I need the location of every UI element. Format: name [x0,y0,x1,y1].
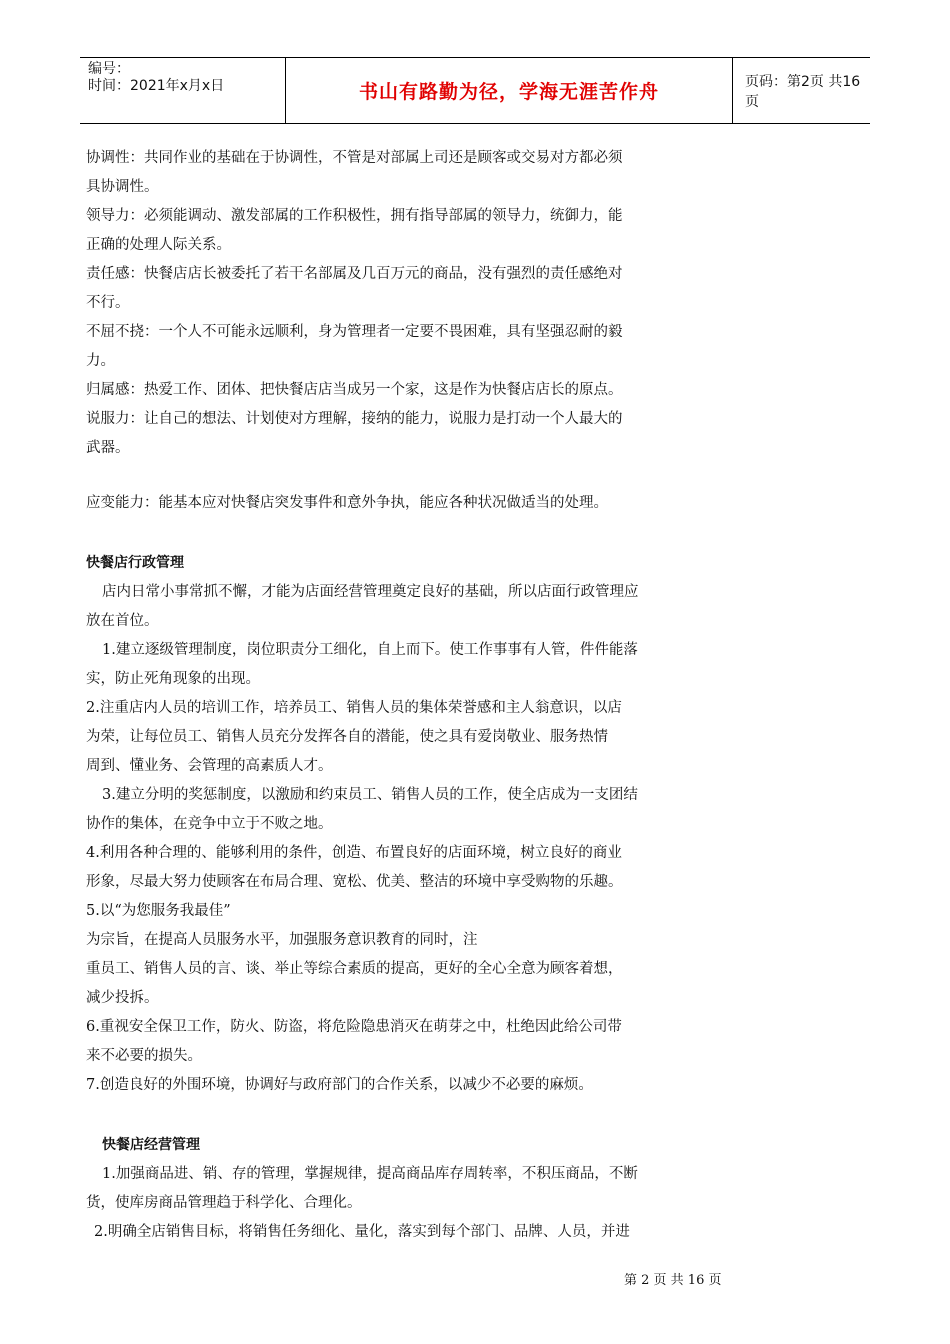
body-line: 6.重视安全保卫工作，防火、防盗，将危险隐患消灭在萌芽之中，杜绝因此给公司带 [86,1019,622,1035]
body-line: 店内日常小事常抓不懈，才能为店面经营管理奠定良好的基础，所以店面行政管理应 [102,584,639,600]
body-line: 具协调性。 [86,179,159,195]
admin-section-title: 快餐店行政管理 [86,555,184,571]
body-line: 协调性：共同作业的基础在于协调性，不管是对部属上司还是顾客或交易对方都必须 [86,150,623,166]
operations-section [86,1131,696,1247]
body-line: 1.加强商品进、销、存的管理，掌握规律，提高商品库存周转率，不积压商品，不断 [102,1166,638,1182]
body-line: 货，使库房商品管理趋于科学化、合理化。 [86,1195,362,1211]
page-footer: 第 2 页 共 16 页 [624,1273,722,1288]
body-line: 周到、懂业务、会管理的高素质人才。 [86,758,333,774]
body-line: 协作的集体，在竞争中立于不败之地。 [86,816,333,832]
operations-section-title: 快餐店经营管理 [102,1137,200,1153]
body-line: 4.利用各种合理的、能够利用的条件，创造、布置良好的店面环境，树立良好的商业 [86,845,622,861]
admin-section [86,549,696,1100]
body-line: 减少投拆。 [86,990,159,1006]
document-body [86,144,696,1247]
body-line: 责任感：快餐店店长被委托了若干名部属及几百万元的商品，没有强烈的责任感绝对 [86,266,623,282]
body-line: 实，防止死角现象的出现。 [86,671,260,687]
body-line: 2.注重店内人员的培训工作，培养员工、销售人员的集体荣誉感和主人翁意识，以店 [86,700,622,716]
body-line: 为荣，让每位员工、销售人员充分发挥各自的潜能，使之具有爱岗敬业、服务热情 [86,729,608,745]
body-line: 2.明确全店销售目标，将销售任务细化、量化，落实到每个部门、品牌、人员，并进 [94,1224,630,1240]
body-line: 正确的处理人际关系。 [86,237,231,253]
body-line: 来不必要的损失。 [86,1048,202,1064]
body-line: 形象，尽最大努力使顾客在布局合理、宽松、优美、整洁的环境中享受购物的乐趣。 [86,874,623,890]
body-line: 5.以“为您服务我最佳” [86,903,231,919]
body-line: 放在首位。 [86,613,159,629]
body-line: 归属感：热爱工作、团体、把快餐店店当成另一个家，这是作为快餐店店长的原点。 [86,382,623,398]
body-line: 重员工、销售人员的言、谈、举止等综合素质的提高，更好的全心全意为顾客着想， [86,961,623,977]
header-page-info: 页码：第2页 共16页 [745,73,861,110]
body-line: 说服力：让自己的想法、计划使对方理解，接纳的能力，说服力是打动一个人最大的 [86,411,623,427]
qualities-section [86,144,696,463]
body-line: 武器。 [86,440,130,456]
body-line: 1.建立逐级管理制度，岗位职责分工细化，自上而下。使工作事事有人管，件件能落 [102,642,638,658]
body-line: 不行。 [86,295,130,311]
page-header [80,57,870,124]
header-motto: 书山有路勤为径，学海无涯苦作舟 [285,58,733,123]
body-line: 为宗旨，在提高人员服务水平，加强服务意识教育的同时，注 [86,932,478,948]
body-line: 不屈不挠：一个人不可能永远顺利，身为管理者一定要不畏困难，具有坚强忍耐的毅 [86,324,623,340]
document-number-label: 编号： [88,61,130,77]
document-time-label: 时间：2021年x月x日 [88,78,225,94]
body-line: 领导力：必须能调动、激发部属的工作积极性，拥有指导部属的领导力，统御力，能 [86,208,623,224]
body-line: 3.建立分明的奖惩制度，以激励和约束员工、销售人员的工作，使全店成为一支团结 [102,787,638,803]
body-line: 力。 [86,353,115,369]
body-line: 7.创造良好的外围环境，协调好与政府部门的合作关系，以减少不必要的麻烦。 [86,1077,593,1093]
adaptability-paragraph: 应变能力：能基本应对快餐店突发事件和意外争执，能应各种状况做适当的处理。 [86,495,608,511]
header-meta [80,58,285,123]
